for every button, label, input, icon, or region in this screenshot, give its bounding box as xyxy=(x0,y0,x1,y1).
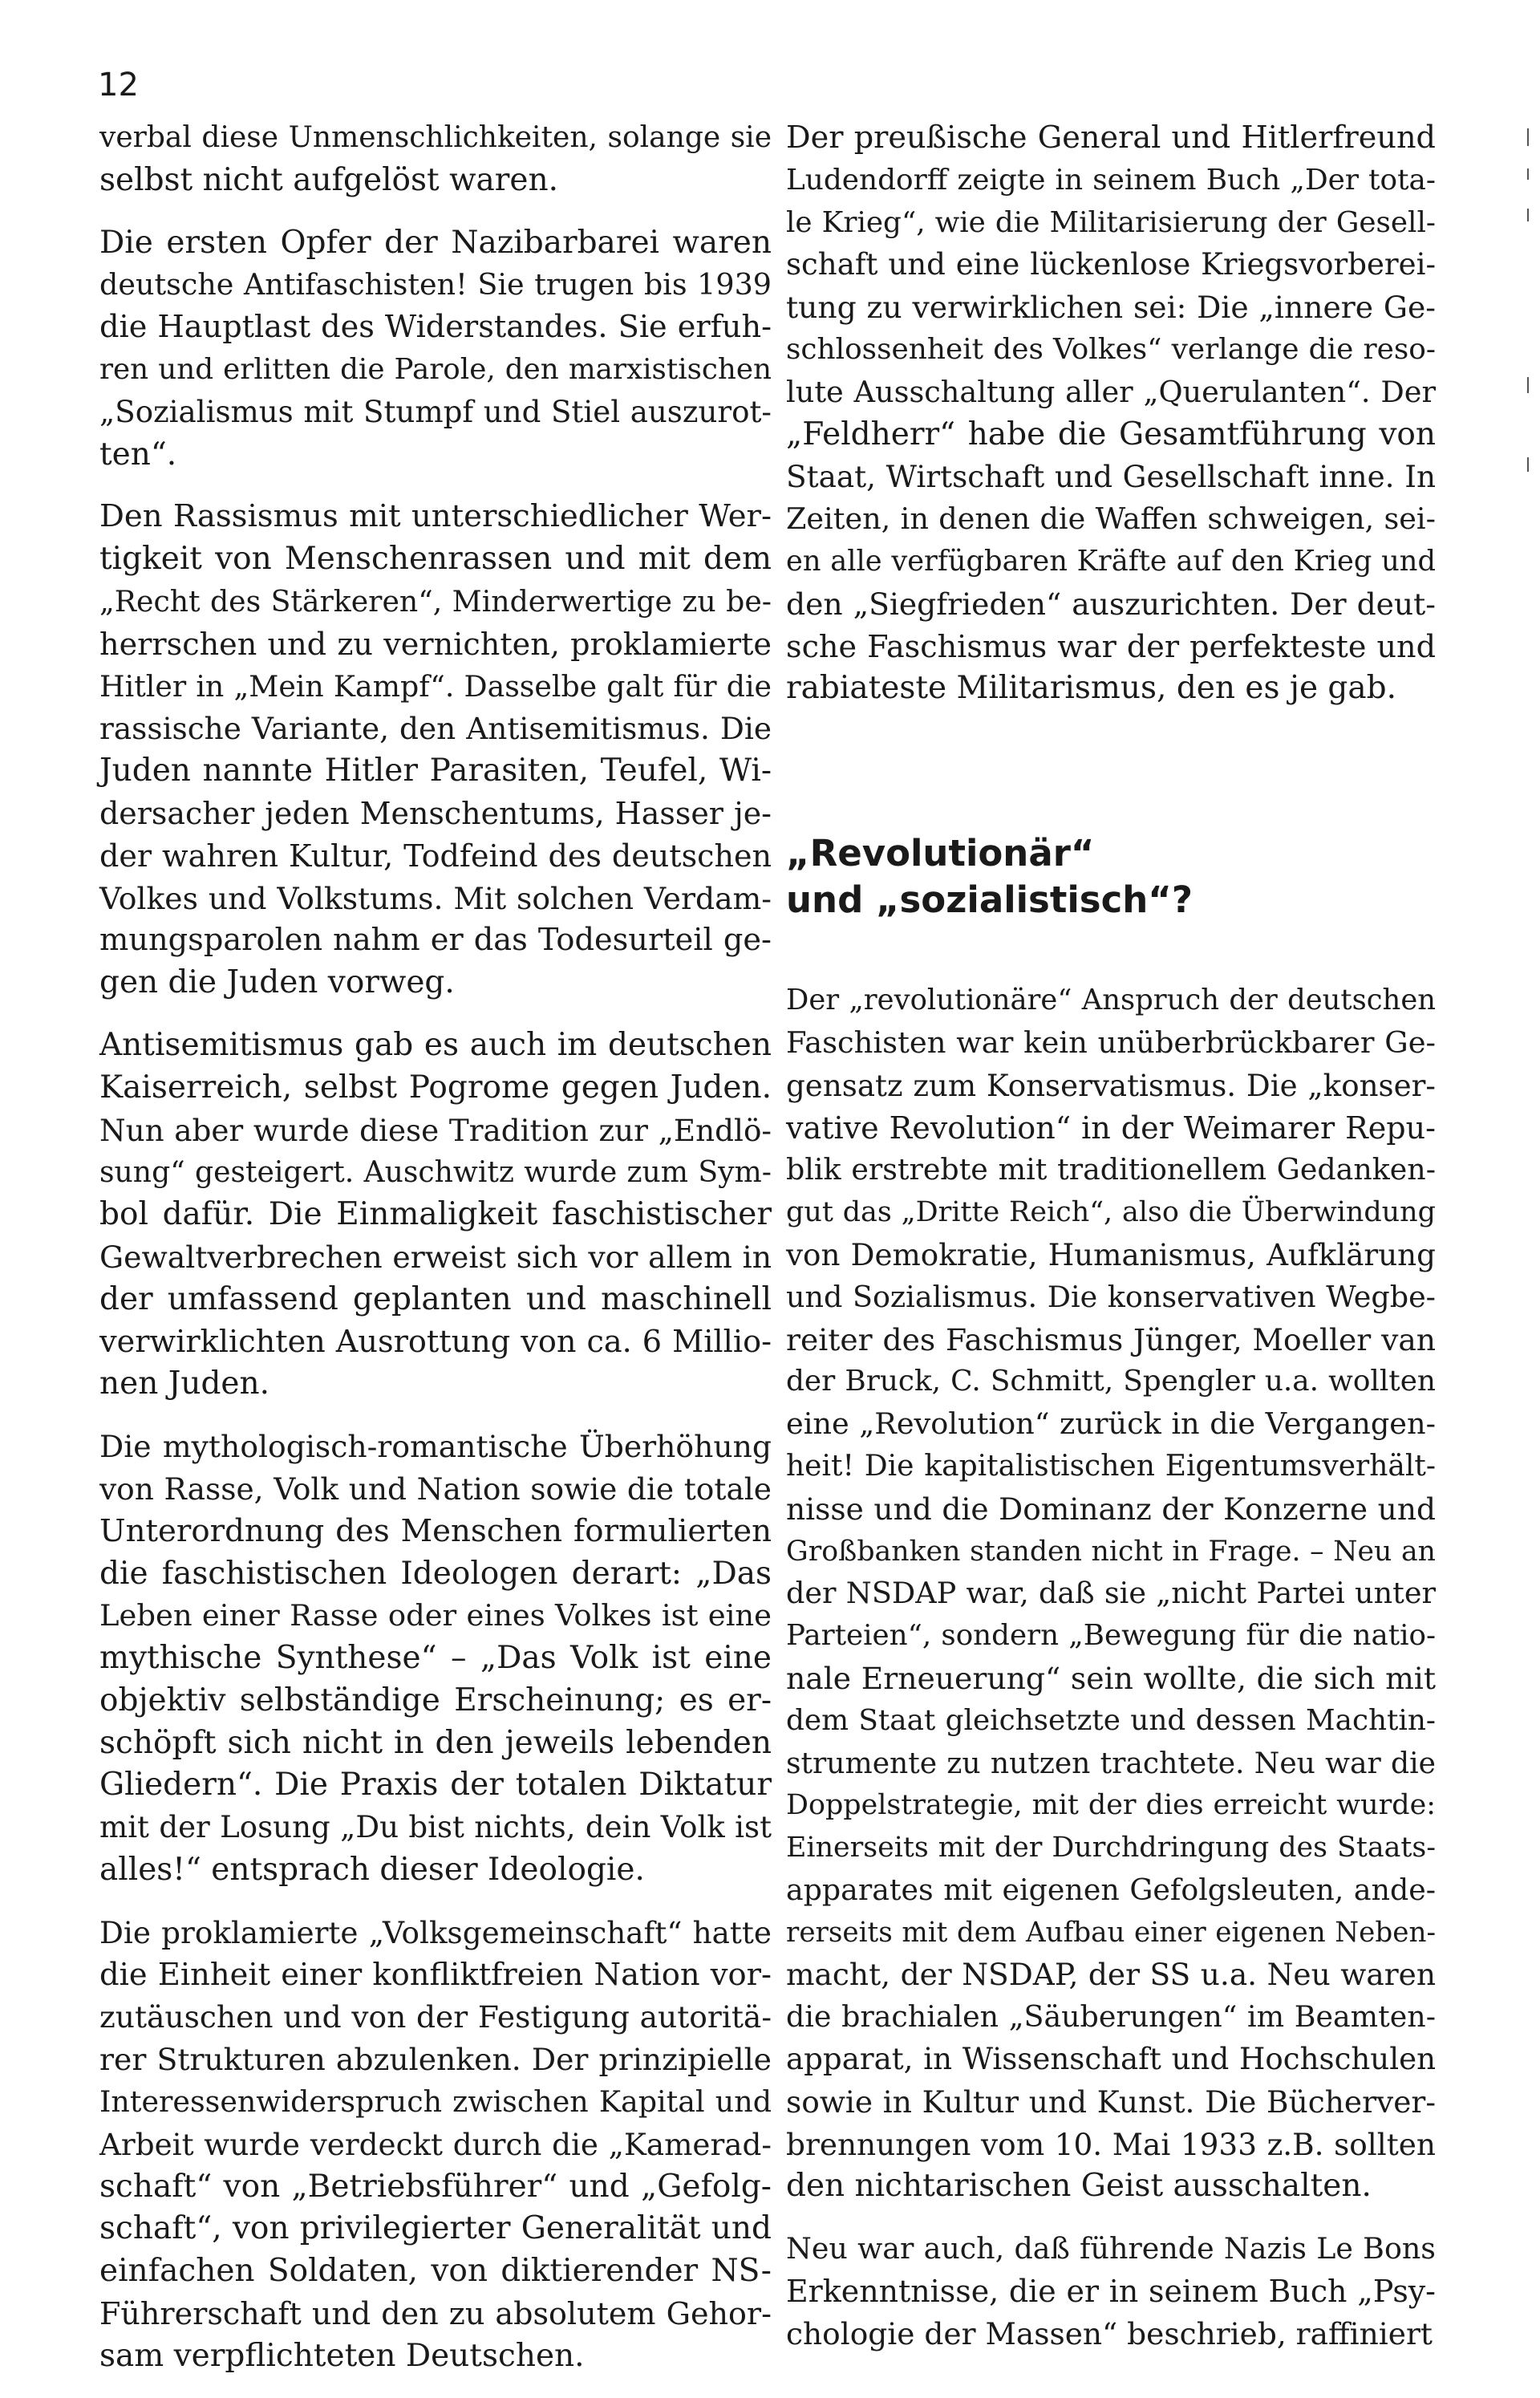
text-line: Gewaltverbrechen erweist sich vor allem in xyxy=(99,1239,772,1275)
text-line: dem Staat gleichsetzte und dessen Machtin- xyxy=(786,1703,1436,1737)
text-line: nen Juden. xyxy=(99,1365,270,1402)
text-line: Zeiten, in denen die Waffen schweigen, sei- xyxy=(786,501,1436,537)
text-line: den „Siegfrieden“ auszurichten. Der deut- xyxy=(786,586,1436,622)
text-line: schaft“, von privilegierter Generalität und xyxy=(99,2210,772,2247)
text-line: deutsche Antifaschisten! Sie trugen bis 1939 xyxy=(99,267,772,302)
text-line: en alle verfügbaren Kräfte auf den Krieg und xyxy=(786,544,1436,578)
text-line: Neu war auch, daß führende Nazis Le Bons xyxy=(786,2231,1436,2266)
text-line: von Rasse, Volk und Nation sowie die totale xyxy=(99,1471,772,1507)
heading-line: „Revolutionär“ xyxy=(786,832,1095,875)
text-line: lute Ausschaltung aller „Querulanten“. Der xyxy=(786,374,1436,409)
text-line: der wahren Kultur, Todfeind des deutschen xyxy=(99,838,772,874)
text-line: Interessenwiderspruch zwischen Kapital und xyxy=(99,2084,772,2120)
text-line: Der „revolutionäre“ Anspruch der deutschen xyxy=(786,984,1436,1017)
paragraph xyxy=(786,2228,1436,2355)
text-line: gut das „Dritte Reich“, also die Überwindung xyxy=(786,1196,1436,1229)
text-line: Großbanken standen nicht in Frage. – Neu an xyxy=(786,1535,1436,1568)
text-line: gensatz zum Konservatismus. Die „konser- xyxy=(786,1067,1436,1103)
text-line: Faschisten war kein unüberbrückbarer Ge- xyxy=(786,1025,1436,1060)
right-column xyxy=(786,117,1436,2376)
text-line: rassische Variante, den Antisemitismus. Die xyxy=(99,711,772,747)
text-line: mit der Losung „Du bist nichts, dein Volk ist xyxy=(99,1810,772,1845)
text-line: verbal diese Unmenschlichkeiten, solange sie xyxy=(99,121,772,154)
text-line: rerseits mit dem Aufbau einer eigenen Neben- xyxy=(786,1916,1436,1949)
text-line: Der preußische General und Hitlerfreund xyxy=(786,120,1436,156)
text-line: die Hauptlast des Widerstandes. Sie erfuh- xyxy=(99,309,772,346)
text-line: bol dafür. Die Einmaligkeit faschistischer xyxy=(99,1196,772,1233)
text-line: mungsparolen nahm er das Todesurteil ge- xyxy=(99,922,772,959)
text-line: Antisemitismus gab es auch im deutschen xyxy=(99,1026,772,1063)
text-line: mythische Synthese“ – „Das Volk ist eine xyxy=(99,1640,772,1677)
text-line: Arbeit wurde verdeckt durch die „Kamerad- xyxy=(99,2126,772,2162)
text-line: sowie in Kultur und Kunst. Die Bücherver- xyxy=(786,2084,1436,2120)
text-line: Parteien“, sondern „Bewegung für die natio- xyxy=(786,1619,1436,1653)
text-line: objektiv selbständige Erscheinung; es er- xyxy=(99,1682,772,1718)
text-line: selbst nicht aufgelöst waren. xyxy=(99,161,558,198)
text-line: Einerseits mit der Durchdringung des Staats- xyxy=(786,1832,1436,1864)
text-line: le Krieg“, wie die Militarisierung der Gesell- xyxy=(786,205,1436,239)
text-line: strumente zu nutzen trachtete. Neu war die xyxy=(786,1746,1436,1780)
text-line: Staat, Wirtschaft und Gesellschaft inne. In xyxy=(786,459,1436,495)
text-line: Ludendorff zeigte in seinem Buch „Der tota- xyxy=(786,163,1436,197)
text-line: ten“. xyxy=(99,436,177,473)
section-heading xyxy=(786,830,1436,923)
text-line: sung“ gesteigert. Auschwitz wurde zum Sym- xyxy=(99,1154,772,1190)
paragraph xyxy=(99,1426,772,1892)
text-line: apparates mit eigenen Gefolgsleuten, ande- xyxy=(786,1872,1436,1907)
text-line: der umfassend geplanten und maschinell xyxy=(99,1280,772,1317)
text-line: apparat, in Wissenschaft und Hochschulen xyxy=(786,2042,1436,2077)
text-line: Leben einer Rasse oder eines Volkes ist eine xyxy=(99,1598,772,1633)
scan-margin-marks xyxy=(1524,120,1534,602)
text-line: den nichtarischen Geist ausschalten. xyxy=(786,2168,1372,2205)
text-line: rabiateste Militarismus, den es je gab. xyxy=(786,670,1397,707)
text-line: Volkes und Volkstums. Mit solchen Verdam- xyxy=(99,880,772,916)
text-line: Kaiserreich, selbst Pogrome gegen Juden. xyxy=(99,1069,772,1106)
heading-line: und „sozialistisch“? xyxy=(786,878,1193,922)
right-column-bottom-text xyxy=(786,980,1436,2355)
text-line: verwirklichten Ausrottung von ca. 6 Millio- xyxy=(99,1324,772,1360)
text-line: nale Erneuerung“ sein wollte, die sich mit xyxy=(786,1660,1436,1696)
text-line: von Demokratie, Humanismus, Aufklärung xyxy=(786,1236,1436,1272)
paragraph xyxy=(99,117,772,202)
text-line: Führerschaft und den zu absolutem Gehor- xyxy=(99,2296,772,2332)
text-line: gen die Juden vorweg. xyxy=(99,964,455,1001)
text-line: Juden nannte Hitler Parasiten, Teufel, Wi- xyxy=(99,753,772,789)
text-line: macht, der NSDAP, der SS u.a. Neu waren xyxy=(786,1957,1436,1993)
text-line: die faschistischen Ideologen derart: „Das xyxy=(99,1555,772,1592)
text-line: schöpft sich nicht in den jeweils lebenden xyxy=(99,1724,772,1761)
text-line: eine „Revolution“ zurück in die Vergangen- xyxy=(786,1406,1436,1442)
text-line: Gliedern“. Die Praxis der totalen Diktatur xyxy=(99,1767,772,1804)
text-line: brennungen vom 10. Mai 1933 z.B. sollten xyxy=(786,2126,1436,2162)
text-line: Unterordnung des Menschen formulierten xyxy=(99,1512,772,1549)
text-line: einfachen Soldaten, von diktierender NS- xyxy=(99,2253,772,2290)
text-line: tigkeit von Menschenrassen und mit dem xyxy=(99,541,772,578)
text-line: nisse und die Dominanz der Konzerne und xyxy=(786,1491,1436,1527)
text-line: „Sozialismus mit Stumpf und Stiel auszurot- xyxy=(99,394,772,429)
paragraph xyxy=(99,222,772,477)
paragraph xyxy=(99,1025,772,1406)
text-line: „Recht des Stärkeren“, Minderwertige zu be- xyxy=(99,583,772,619)
page-number: 12 xyxy=(98,67,139,103)
text-line: reiter des Faschismus Jünger, Moeller van xyxy=(786,1321,1436,1357)
text-line: und Sozialismus. Die konservativen Wegbe- xyxy=(786,1279,1436,1314)
text-line: Doppelstrategie, mit der dies erreicht wurde: xyxy=(786,1789,1436,1822)
text-line: dersacher jeden Menschentums, Hasser je- xyxy=(99,795,772,831)
text-line: schaft“ von „Betriebsführer“ und „Gefolg- xyxy=(99,2168,772,2205)
text-line: schaft und eine lückenlose Kriegsvorberei- xyxy=(786,247,1436,282)
text-line: die Einheit einer konfliktfreien Nation vor- xyxy=(99,1956,772,1993)
text-line: Nun aber wurde diese Tradition zur „Endlö- xyxy=(99,1112,772,1148)
text-line: sche Faschismus war der perfekteste und xyxy=(786,628,1436,664)
paragraph xyxy=(99,496,772,1004)
text-line: rer Strukturen abzulenken. Der prinzipielle xyxy=(99,2042,772,2078)
text-line: alles!“ entsprach dieser Ideologie. xyxy=(99,1852,645,1889)
text-line: Die ersten Opfer der Nazibarbarei waren xyxy=(99,224,772,261)
text-line: Die mythologisch-romantische Überhöhung xyxy=(99,1429,772,1465)
text-line: tung zu verwirklichen sei: Die „innere Ge- xyxy=(786,290,1436,326)
text-line: der Bruck, C. Schmitt, Spengler u.a. wollten xyxy=(786,1365,1436,1398)
left-column xyxy=(99,117,772,2398)
paragraph xyxy=(786,117,1436,710)
text-line: heit! Die kapitalistischen Eigentumsverhält- xyxy=(786,1449,1436,1483)
text-line: blik erstrebte mit traditionellem Gedanken- xyxy=(786,1152,1436,1187)
text-line: Die proklamierte „Volksgemeinschaft“ hatte xyxy=(99,1914,772,1950)
text-line: ren und erlitten die Parole, den marxistischen xyxy=(99,352,772,386)
text-line: Erkenntnisse, die er in seinem Buch „Psy- xyxy=(786,2274,1436,2310)
text-line: Den Rassismus mit unterschiedlicher Wer- xyxy=(99,498,772,535)
text-line: zutäuschen und von der Festigung autoritä- xyxy=(99,1999,772,2035)
text-line: schlossenheit des Volkes“ verlange die reso- xyxy=(786,332,1436,366)
text-line: „Feldherr“ habe die Gesamtführung von xyxy=(786,416,1436,452)
text-line: vative Revolution“ in der Weimarer Repu- xyxy=(786,1110,1436,1146)
text-line: die brachialen „Säuberungen“ im Beamten- xyxy=(786,1999,1436,2035)
text-line: sam verpflichteten Deutschen. xyxy=(99,2337,585,2374)
text-line: Hitler in „Mein Kampf“. Dasselbe galt für die xyxy=(99,668,772,704)
right-column-top-text xyxy=(786,117,1436,710)
text-line: chologie der Massen“ beschrieb, raffiniert xyxy=(786,2315,1433,2351)
text-line: der NSDAP war, daß sie „nicht Partei unter xyxy=(786,1576,1436,1611)
paragraph xyxy=(99,1912,772,2378)
paragraph xyxy=(786,980,1436,2208)
text-line: herrschen und zu vernichten, proklamierte xyxy=(99,626,772,662)
